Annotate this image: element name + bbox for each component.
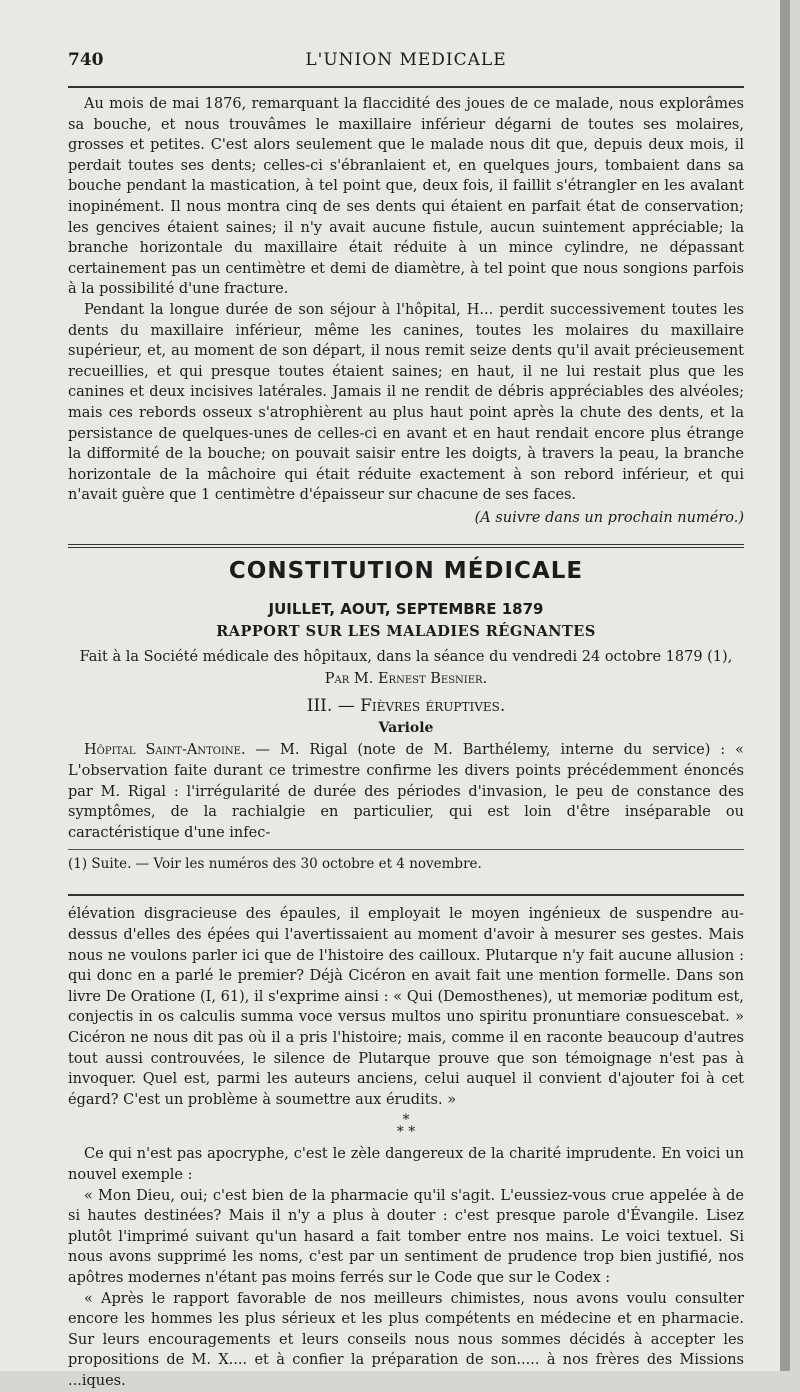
report-author: Par M. Ernest Besnier.: [324, 671, 488, 688]
page-header: [68, 50, 744, 88]
report-period: JUILLET, AOUT, SEPTEMBRE 1879: [268, 600, 544, 619]
asterism: [68, 1112, 744, 1141]
footnote: (1) Suite. — Voir les numéros des 30 octobre et 4 novembre.: [68, 856, 482, 873]
feuilleton-paragraph: élévation disgracieuse des épaules, il employait le moyen ingénieux de suspendre au-dessus d'elles des épées qui l'avertissaient au moment d'avoir à mesurer ses gestes. Mais nous ne voulons parler ici que de l'histoire des cailloux. Plutarque n'y fait aucune allusion : qui donc en a parlé le premier? Déjà Cicéron en avait fait une mention formelle. Dans son livre De Oratione (I, 61), il s'exprime ainsi : « Qui (Demosthenes), ut memoriæ poditum est, conjectis in os calculis summa voce versus multos uno spiritu pronuntiare consuescebat. » Cicéron ne nous dit pas où il a pris l'histoire; mais, comme il en raconte beaucoup d'autres tout aussi controuvées, le silence de Plutarque prouve que son témoignage n'est pas à invoquer. Quel est, parmi les auteurs anciens, celui auquel il convient d'ajouter foi à cet égard? C'est un problème à soumettre aux érudits. »: [68, 906, 744, 1108]
asterism-top: *: [402, 1112, 410, 1129]
section-title: CONSTITUTION MÉDICALE: [228, 558, 584, 585]
feuilleton-divider: [68, 894, 744, 896]
footnote-rule: [68, 849, 744, 850]
report-text: — M. Rigal (note de M. Barthélemy, interne du service) : « L'observation faite durant ce trimestre confirme les divers points précédemment énoncés par M. Rigal : l'irrégularité de durée des périodes d'invasion, le peu de constance des symptômes, de la rachialgie en particulier, qui est loin d'être inséparable ou caractéristique d'une infec-: [68, 742, 744, 841]
report-presented: Fait à la Société médicale des hôpitaux, dans la séance du vendredi 24 octobre 1879 (1),: [79, 649, 733, 666]
feuilleton-paragraph: Ce qui n'est pas apocryphe, c'est le zèle dangereux de la charité imprudente. En voici un nouvel exemple :: [68, 1146, 744, 1183]
asterism-bottom: * *: [396, 1124, 416, 1141]
page-edge-shadow: [780, 0, 790, 1371]
feuilleton-paragraph: « Après le rapport favorable de nos meilleurs chimistes, nous avons voulu consulter encore les hommes les plus sérieux et les plus compétents en médecine et en pharmacie. Sur leurs encouragements et leurs conseils nous nous sommes décidés à accepter les propositions de M. X.... et à confier la préparation de son..... à nos frères des Missions ...iques.: [68, 1290, 744, 1389]
article-paragraph: Pendant la longue durée de son séjour à l'hôpital, H... perdit successivement toutes les dents du maxillaire inférieur, même les canines, toutes les molaires du maxillaire supérieur, et, au moment de son départ, il nous remit seize dents qu'il avait précieusement recueillies, et qui presque toutes étaient saines; en haut, il ne lui restait plus que les canines et deux incisives latérales. Jamais il ne rendit de débris appréciables des alvéoles; mais ces rebords osseux s'atrophièrent au plus haut point après la chute des dents, et la persistance de quelques-unes de celles-ci en avant et en haut rendait encore plus étrange la difformité de la bouche; on pouvait saisir entre les doigts, à travers la peau, la branche horizontale de la mâchoire qui était réduite exactement à son rebord inférieur, et qui n'avait guère que 1 centimètre d'épaisseur sur chacune de ses faces.: [68, 301, 744, 504]
feuilleton-paragraph: « Mon Dieu, oui; c'est bien de la pharmacie qu'il s'agit. L'eussiez-vous crue appelée à de si hautes destinées? Mais il n'y a plus à douter : c'est presque parole d'Évangile. Lisez plutôt l'imprimé suivant qu'un hasard a fait tomber entre nos mains. Le voici textuel. Si nous avons supprimé les noms, c'est par un sentiment de prudence trop bien justifié, nos apôtres modernes n'étant pas moins ferrés sur le Code que sur le Codex :: [68, 1187, 744, 1286]
disease-heading: Variole: [378, 720, 434, 737]
continuation-note: (A suivre dans un prochain numéro.): [474, 509, 744, 526]
section-divider: [68, 544, 744, 548]
report-paragraph: [68, 740, 744, 843]
article-paragraph: Au mois de mai 1876, remarquant la flaccidité des joues de ce malade, nous explorâmes sa bouche, et nous trouvâmes le maxillaire inférieur dégarni de toutes ses molaires, grosses et petites. C'est alors seulement que le malade nous dit que, depuis deux mois, il perdait toutes ses dents; celles-ci s'ébranlaient et, en quelques jours, tombaient dans sa bouche pendant la mastication, à tel point que, deux fois, il faillit s'étrangler en les avalant inopinément. Il nous montra cinq de ses dents qui étaient en parfait état de conservation; les gencives étaient saines; il n'y avait aucune fistule, aucun suintement appréciable; la branche horizontale du maxillaire était réduite à un mince cylindre, ne dépassant certainement pas un centimètre et demi de diamètre, à tel point que nous songions parfois à la possibilité d'une fracture.: [68, 96, 744, 298]
hospital-name: Hôpital Saint-Antoine.: [84, 742, 246, 759]
report-title: RAPPORT SUR LES MALADIES RÉGNANTES: [216, 623, 596, 641]
running-title: L'UNION MEDICALE: [305, 50, 507, 70]
page-number: 740: [68, 50, 104, 70]
subsection-heading: III. — Fièvres éruptives.: [306, 696, 506, 717]
